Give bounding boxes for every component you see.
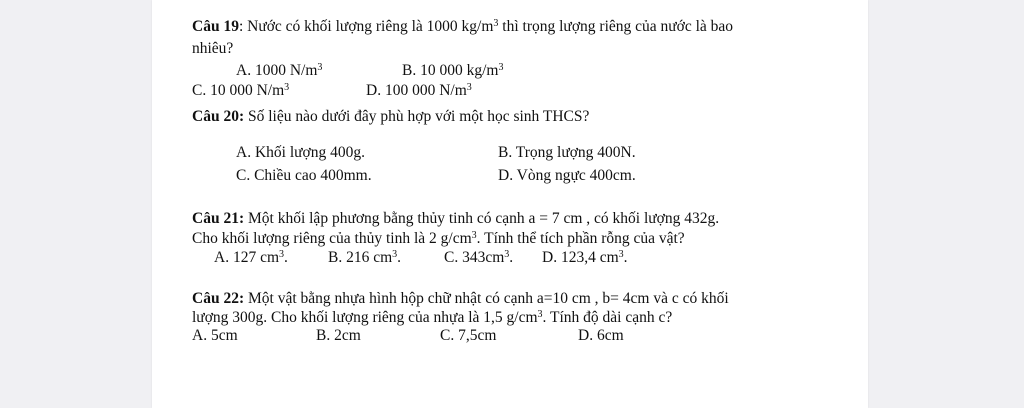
q19-text-b: thì trọng lượng riêng của nước là bao [498, 18, 734, 35]
q19-option-b-sup: 3 [498, 62, 504, 73]
q22-option-d: D. 6cm [578, 327, 624, 344]
q21-option-c-text: C. 343cm [444, 249, 505, 266]
q19-option-c [192, 82, 289, 100]
q19-option-d-sup: 3 [466, 82, 472, 93]
q21-option-d-sup: 3 [618, 249, 624, 260]
q22-line-1 [192, 290, 729, 308]
q19-sup: 3 [493, 18, 499, 29]
q21-option-b-sup: 3 [392, 249, 398, 260]
q21-line-1 [192, 210, 719, 228]
q22-label: Câu 22: [192, 290, 245, 307]
q19-label: Câu 19 [192, 18, 239, 35]
q20-option-c: C. Chiều cao 400mm. [236, 167, 372, 184]
q19-option-a [236, 62, 322, 80]
q21-option-b-text: B. 216 cm [328, 249, 393, 266]
q21-option-a [214, 249, 288, 267]
q21-option-c [444, 249, 513, 267]
q22-text-2b: . Tính độ dài cạnh c? [542, 309, 673, 326]
q21-text-2a: Cho khối lượng riêng của thủy tinh là 2 g/cm [192, 230, 472, 247]
q21-option-a-sup: 3 [279, 249, 285, 260]
q19-line-2: nhiêu? [192, 40, 234, 57]
q22-option-c: C. 7,5cm [440, 327, 497, 344]
q21-text-1: Một khối lập phương bằng thủy tinh có cạnh a = 7 cm , có khối lượng 432g. [244, 210, 720, 227]
q19-option-d-text: D. 100 000 N/m [366, 82, 467, 99]
q20-option-b: B. Trọng lượng 400N. [498, 144, 636, 161]
q20-option-a: A. Khối lượng 400g. [236, 144, 365, 161]
q20-text: Số liệu nào dưới đây phù hợp với một học sinh THCS? [244, 108, 590, 125]
q19-line-1 [192, 18, 733, 36]
q21-option-a-end: . [284, 249, 288, 266]
q21-option-b-end: . [397, 249, 402, 266]
q20-line-1 [192, 108, 589, 126]
q22-line-2 [192, 309, 672, 327]
q20-label: Câu 20: [192, 108, 245, 125]
q20-option-d: D. Vòng ngực 400cm. [498, 167, 636, 184]
q22-text-1: Một vật bằng nhựa hình hộp chữ nhật có cạnh a=10 cm , b= 4cm và c có khối [244, 290, 729, 307]
q19-option-c-sup: 3 [284, 82, 290, 93]
q21-option-d [542, 249, 628, 267]
q19-text-a: : Nước có khối lượng riêng là 1000 kg/m [238, 18, 494, 35]
q19-option-b [402, 62, 503, 80]
q19-option-a-sup: 3 [317, 62, 323, 73]
q22-option-b: B. 2cm [316, 327, 361, 344]
q19-option-d [366, 82, 472, 100]
q21-option-c-sup: 3 [504, 249, 510, 260]
q21-label: Câu 21: [192, 210, 245, 227]
q19-option-a-text: A. 1000 N/m [236, 62, 318, 79]
q22-sup: 3 [537, 309, 543, 320]
q22-text-2a: lượng 300g. Cho khối lượng riêng của nhựa là 1,5 g/cm [192, 309, 538, 326]
q22-option-a: A. 5cm [192, 327, 238, 344]
q21-option-a-text: A. 127 cm [214, 249, 280, 266]
q21-text-2b: . Tính thể tích phần rỗng của vật? [476, 230, 685, 247]
q21-option-d-text: D. 123,4 cm [542, 249, 619, 266]
q19-option-c-text: C. 10 000 N/m [192, 82, 285, 99]
q19-option-b-text: B. 10 000 kg/m [402, 62, 499, 79]
q21-sup: 3 [471, 230, 477, 241]
q21-option-c-end: . [509, 249, 514, 266]
q21-line-2 [192, 230, 685, 248]
q21-option-d-end: . [623, 249, 628, 266]
document-page [152, 0, 868, 408]
q21-option-b [328, 249, 401, 267]
